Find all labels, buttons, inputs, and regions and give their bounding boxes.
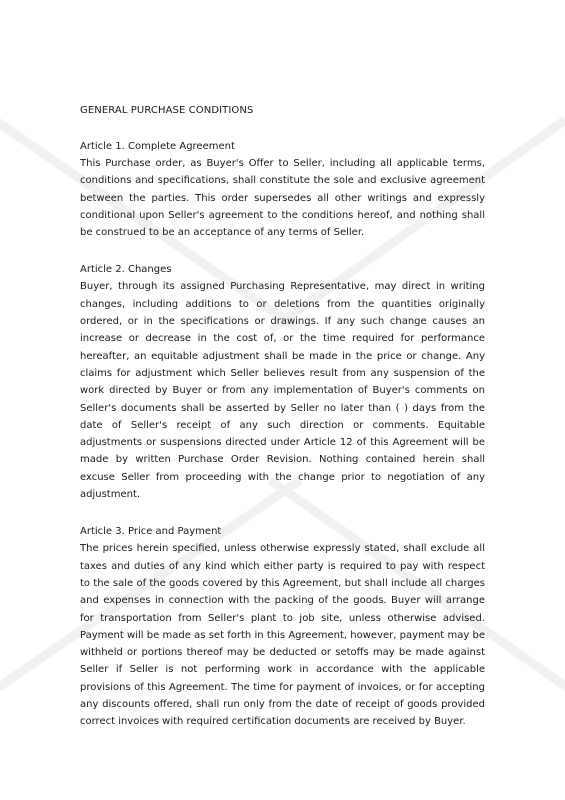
- article-text: This Purchase order, as Buyer's Offer to Seller, including all applicable terms, conditions and specifications, shall constitute the sole and exclusive agreement between the parties. This order supersedes all other writings and expressly conditional upon Seller's agreement to the conditions hereof, and nothing shall be construed to be an acceptance of any terms of Seller.: [80, 158, 485, 239]
- document-title: GENERAL PURCHASE CONDITIONS: [80, 105, 254, 116]
- article-complete-agreement: [80, 138, 485, 241]
- document-page: [80, 104, 485, 751]
- article-text: Buyer, through its assigned Purchasing Representative, may direct in writing changes, including additions to or deletions from the quantities originally ordered, or in the specifications or drawings. If any such change causes an increase or decrease in the cost of, or the time required for performance hereafter, an equitable adjustment shall be made in the price or change. Any claims for adjustment which Seller believes result from any suspension of the work directed by Buyer or from any implementation of Buyer's comments on Seller's documents shall be asserted by Seller no later than ( ) days from the date of Seller's receipt of any such direction or comments. Equitable adjustments or suspensions directed under Article 12 of this Agreement will be made by written Purchase Order Revision. Nothing contained herein shall excuse Seller from proceeding with the change prior to negotiation of any adjustment.: [80, 281, 485, 501]
- article-changes: [80, 261, 485, 503]
- article-heading: Article 3. Price and Payment: [80, 526, 222, 538]
- article-heading: Article 1. Complete Agreement: [80, 141, 235, 152]
- article-text: The prices herein specified, unless otherwise expressly stated, shall exclude all taxes and duties of any kind which either party is required to pay with respect to the sale of the goods covered by this Agreement, but shall include all charges and expenses in connection with the packing of the goods. Buyer will arrange for transportation from Seller's plant to job site, unless otherwise advised. Payment will be made as set forth in this Agreement, however, payment may be withheld or portions thereof may be deducted or setoffs may be made against Seller if Seller is not performing work in accordance with the applicable provisions of this Agreement. The time for payment of invoices, or for accepting any discounts offered, shall run only from the date of receipt of goods provided correct invoices with required certification documents are received by Buyer.: [80, 543, 485, 728]
- article-heading: Article 2. Changes: [80, 264, 172, 276]
- article-price-and-payment: [80, 523, 485, 730]
